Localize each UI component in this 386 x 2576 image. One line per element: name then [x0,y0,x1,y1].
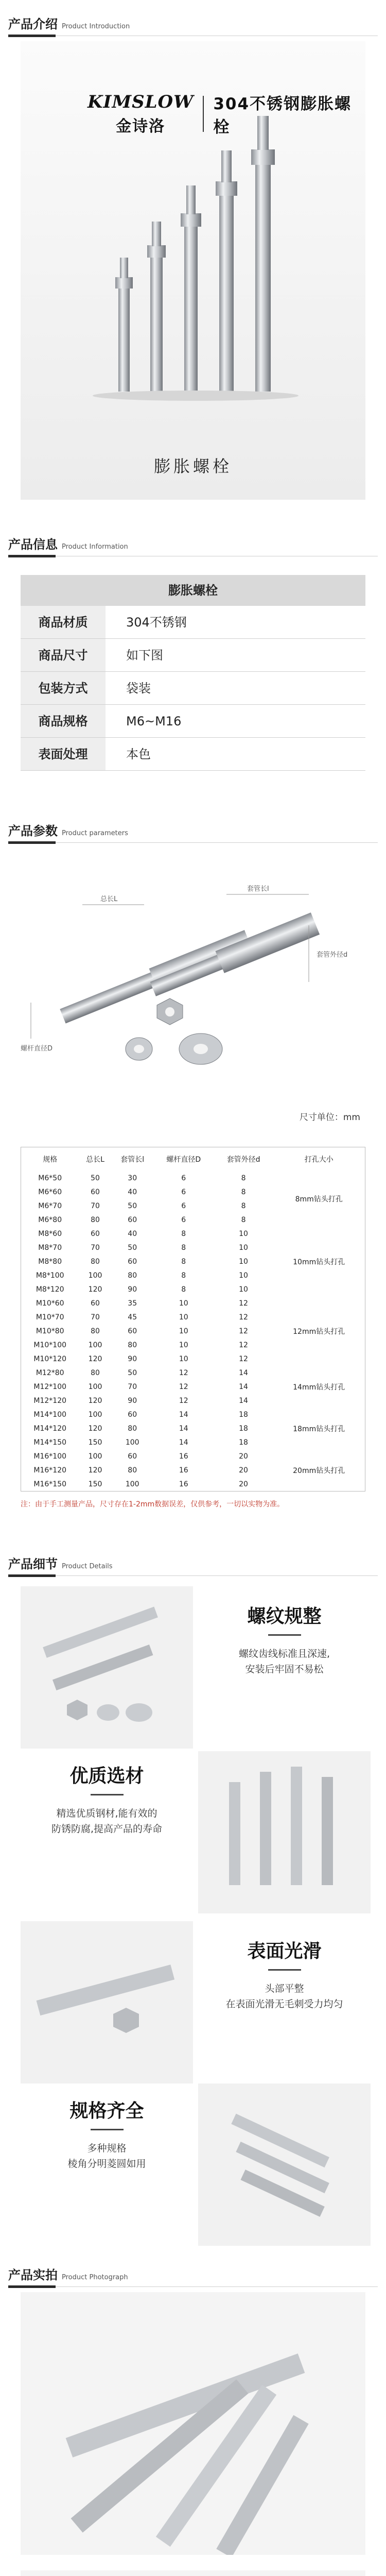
detail-title: 规格齐全 [69,2100,144,2122]
table-cell: 12 [179,1368,188,1377]
table-cell: 35 [128,1299,137,1308]
detail-desc-line: 防锈防腐,提高产品的寿命 [51,1823,163,1835]
table-cell: 14 [179,1410,188,1419]
table-cell: 8 [241,1188,246,1196]
table-cell: M10*120 [33,1354,67,1363]
table-cell: 80 [91,1368,100,1377]
table-cell: 150 [88,1480,102,1488]
info-key: 表面处理 [21,738,106,770]
table-cell: M16*100 [33,1452,67,1461]
brand-logo-cn: 金诗洛 [116,117,166,135]
details-grid [21,1581,365,2251]
info-table [21,575,365,771]
col-header: 螺杆直径D [166,1156,201,1164]
table-cell: 14 [239,1396,248,1405]
spec-body [21,1171,365,1491]
table-cell: 8 [181,1257,186,1266]
table-cell: 80 [128,1341,137,1349]
brand-block [87,91,365,137]
info-row [21,672,365,705]
table-cell: 45 [128,1313,137,1321]
detail-desc-line: 安装后牢固不易松 [245,1664,324,1675]
table-cell: 50 [128,1243,137,1252]
table-cell: 30 [128,1174,137,1182]
table-cell: 8 [181,1271,186,1280]
table-cell: 14 [179,1424,188,1433]
table-cell: 80 [128,1466,137,1475]
table-cell: 100 [125,1438,139,1447]
table-cell: 60 [91,1229,100,1238]
table-cell: 10 [239,1257,248,1266]
detail-title: 表面光滑 [247,1941,322,1962]
section-subtitle: Product Information [62,543,128,551]
label-bolt-diameter: 螺杆直径D [21,1045,53,1053]
table-cell: 8 [181,1243,186,1252]
drill-size-cell: 10mm钻头打孔 [293,1258,345,1266]
spec-header-row [21,1147,365,1171]
col-header: 规格 [43,1156,58,1164]
table-cell: M6*60 [38,1188,62,1196]
table-cell: 8 [241,1201,246,1210]
section-accent-bar [8,1574,56,1577]
table-cell: M8*70 [38,1243,62,1252]
table-cell: 100 [125,1480,139,1488]
table-cell: M6*50 [38,1174,62,1182]
bolt-2 [147,222,166,392]
product-photo-2 [21,2570,365,2576]
table-cell: M6*70 [38,1201,62,1210]
info-value: 304不锈钢 [126,615,187,630]
section-title: 产品细节 [8,1557,58,1571]
info-row [21,738,365,771]
table-cell: 10 [179,1341,188,1349]
table-cell: 16 [179,1466,188,1475]
divider [8,2286,378,2287]
table-cell: M8*100 [36,1271,64,1280]
detail-text-surface [198,1937,371,2099]
table-cell: 40 [128,1188,137,1196]
table-cell: M10*60 [36,1299,64,1308]
table-cell: 8 [181,1285,186,1294]
detail-desc-line: 螺纹齿线标准且深速, [238,1648,330,1659]
table-cell: M6*80 [38,1215,62,1224]
table-cell: 14 [239,1382,248,1391]
bolt-dimension-drawing [21,848,365,1137]
section-accent-bar [8,841,56,844]
table-cell: 12 [179,1396,188,1405]
info-row [21,606,365,639]
table-cell: 6 [181,1215,186,1224]
section-header-info [0,520,386,562]
table-cell: 150 [88,1438,102,1447]
table-cell: 16 [179,1452,188,1461]
detail-image [198,2083,371,2246]
table-cell: 12 [239,1313,248,1321]
col-header: 套管长l [120,1156,145,1164]
detail-image [21,1586,193,1749]
table-cell: M12*100 [33,1382,67,1391]
table-cell: 120 [88,1396,102,1405]
table-cell: 80 [91,1327,100,1335]
table-cell: 50 [128,1368,137,1377]
table-cell: 12 [239,1299,248,1308]
table-cell: 12 [239,1354,248,1363]
detail-text-specs [21,2096,193,2259]
table-cell: 8 [181,1229,186,1238]
table-row [21,1366,365,1380]
table-cell: 120 [88,1424,102,1433]
bolt-3 [181,185,201,392]
section-title: 产品信息 [8,537,58,552]
table-cell: M10*70 [36,1313,64,1321]
table-cell: 70 [91,1201,100,1210]
section-accent-bar [8,35,56,37]
table-cell: 10 [179,1327,188,1335]
table-cell: 100 [88,1341,102,1349]
detail-underline [91,2129,124,2130]
detail-text-thread [198,1602,371,1764]
table-cell: 6 [181,1174,186,1182]
table-cell: 10 [179,1313,188,1321]
section-title: 产品参数 [8,824,58,838]
table-cell: 60 [128,1452,137,1461]
table-cell: 100 [88,1382,102,1391]
table-cell: 20 [239,1480,248,1488]
unit-label: 尺寸单位：mm [299,1112,360,1123]
table-cell: M12*80 [36,1368,64,1377]
info-table-title: 膨胀螺栓 [21,575,365,606]
table-cell: 60 [128,1215,137,1224]
table-cell: 120 [88,1354,102,1363]
label-tube-outer: 套管外径d [317,951,348,959]
section-subtitle: Product parameters [62,829,128,837]
table-cell: 100 [88,1271,102,1280]
bolt-4 [216,150,237,392]
table-cell: 6 [181,1201,186,1210]
section-accent-bar [8,555,56,557]
table-cell: 20 [239,1452,248,1461]
drill-size-cell: 12mm钻头打孔 [293,1327,345,1336]
section-header-details [0,1540,386,1581]
info-row [21,639,365,672]
detail-underline [268,1969,301,1971]
table-row [21,1449,365,1463]
table-cell: 90 [128,1396,137,1405]
table-cell: 80 [128,1271,137,1280]
section-header-params [0,807,386,848]
drill-size-cell: 18mm钻头打孔 [293,1425,345,1433]
table-cell: 10 [239,1229,248,1238]
table-cell: 50 [128,1201,137,1210]
section-header-intro [0,0,386,41]
section-subtitle: Product Details [62,1563,113,1570]
label-tube-length: 套管长l [247,885,269,893]
table-cell: 6 [181,1188,186,1196]
table-cell: 120 [88,1285,102,1294]
table-cell: 10 [239,1243,248,1252]
bolt-1 [115,258,133,392]
table-cell: 14 [239,1368,248,1377]
section-title: 产品介绍 [8,17,58,31]
drill-size-cell: 14mm钻头打孔 [293,1383,345,1392]
detail-underline [91,1794,124,1795]
table-cell: 14 [179,1438,188,1447]
detail-underline [268,1634,301,1636]
measurement-note: 注：由于手工测量产品，尺寸存在1-2mm数据误差，仅供参考，一切以实物为准。 [21,1500,285,1509]
table-cell: 70 [91,1243,100,1252]
table-cell: M16*120 [33,1466,67,1475]
table-cell: 60 [128,1410,137,1419]
section-subtitle: Product Introduction [62,23,130,30]
table-row [21,1171,365,1185]
table-cell: M8*60 [38,1229,62,1238]
table-cell: 20 [239,1466,248,1475]
table-row [21,1227,365,1241]
section-title: 产品实拍 [8,2268,58,2282]
hero-caption: 膨胀螺栓 [153,456,232,476]
info-key: 包装方式 [21,672,106,704]
table-cell: 12 [239,1327,248,1335]
product-photo-1 [21,2292,365,2555]
table-cell: 60 [128,1257,137,1266]
brand-separator [203,96,204,132]
table-cell: M8*120 [36,1285,64,1294]
detail-title: 优质选材 [69,1766,144,1787]
table-cell: 70 [128,1382,137,1391]
table-cell: M8*80 [38,1257,62,1266]
info-key: 商品材质 [21,606,106,638]
info-key: 商品尺寸 [21,639,106,671]
detail-desc-line: 精选优质钢材,能有效的 [56,1808,157,1819]
info-value: 本色 [126,747,151,761]
detail-desc-line: 头部平整 [265,1983,304,1994]
table-cell: 60 [128,1327,137,1335]
table-cell: 60 [91,1299,100,1308]
table-cell: 100 [88,1452,102,1461]
table-cell: M16*150 [33,1480,67,1488]
table-cell: 18 [239,1438,248,1447]
info-key: 商品规格 [21,705,106,737]
divider [8,842,378,843]
label-total-length: 总长L [100,895,118,903]
table-cell: 40 [128,1229,137,1238]
table-cell: 60 [91,1188,100,1196]
table-cell: 70 [91,1313,100,1321]
col-header: 打孔大小 [304,1156,334,1164]
table-cell: 80 [128,1424,137,1433]
table-cell: 10 [239,1285,248,1294]
detail-image [198,1751,371,1913]
spec-table [21,1147,365,1492]
hero-banner [21,41,365,500]
detail-desc-line: 多种规格 [87,2143,127,2154]
section-header-photos [0,2251,386,2292]
table-cell: 8 [241,1174,246,1182]
table-cell: 120 [88,1466,102,1475]
info-row [21,705,365,738]
drill-size-cell: 8mm钻头打孔 [295,1195,343,1204]
col-header: 套管外径d [226,1156,260,1164]
table-cell: 18 [239,1424,248,1433]
table-cell: 80 [91,1257,100,1266]
table-cell: 80 [91,1215,100,1224]
table-cell: M14*100 [33,1410,67,1419]
bolt-5 [251,116,275,392]
table-cell: M10*100 [33,1341,67,1349]
brand-slogan: 304不锈钢膨胀螺栓 [213,95,352,137]
detail-image [21,1921,193,2083]
table-cell: 8 [241,1215,246,1224]
table-cell: M14*120 [33,1424,67,1433]
detail-title: 螺纹规整 [247,1606,322,1627]
table-cell: 90 [128,1354,137,1363]
section-subtitle: Product Photograph [62,2274,128,2281]
table-cell: 10 [179,1354,188,1363]
col-header: 总长L [86,1156,104,1164]
info-value: 如下图 [126,648,163,663]
table-cell: 10 [179,1299,188,1308]
table-row [21,1408,365,1421]
divider [8,1575,378,1576]
table-cell: 18 [239,1410,248,1419]
brand-logo-en: KIMSLOW [87,92,194,112]
detail-text-material [21,1761,193,1924]
detail-desc-line: 棱角分明菱圆如用 [67,2158,146,2170]
dimension-diagram [21,848,365,1137]
info-value: 袋装 [126,681,151,696]
table-cell: M10*80 [36,1327,64,1335]
table-cell: 100 [88,1410,102,1419]
table-cell: 10 [239,1271,248,1280]
info-value: M6~M16 [126,714,182,728]
section-accent-bar [8,2285,56,2288]
table-cell: 12 [239,1341,248,1349]
table-cell: 12 [179,1382,188,1391]
table-cell: 50 [91,1174,100,1182]
drill-size-cell: 20mm钻头打孔 [293,1466,345,1475]
table-cell: 90 [128,1285,137,1294]
table-cell: M14*150 [33,1438,67,1447]
detail-desc-line: 在表面光滑无毛刺受力均匀 [225,1998,343,2010]
table-cell: 16 [179,1480,188,1488]
table-cell: M12*120 [33,1396,67,1405]
table-row [21,1296,365,1310]
